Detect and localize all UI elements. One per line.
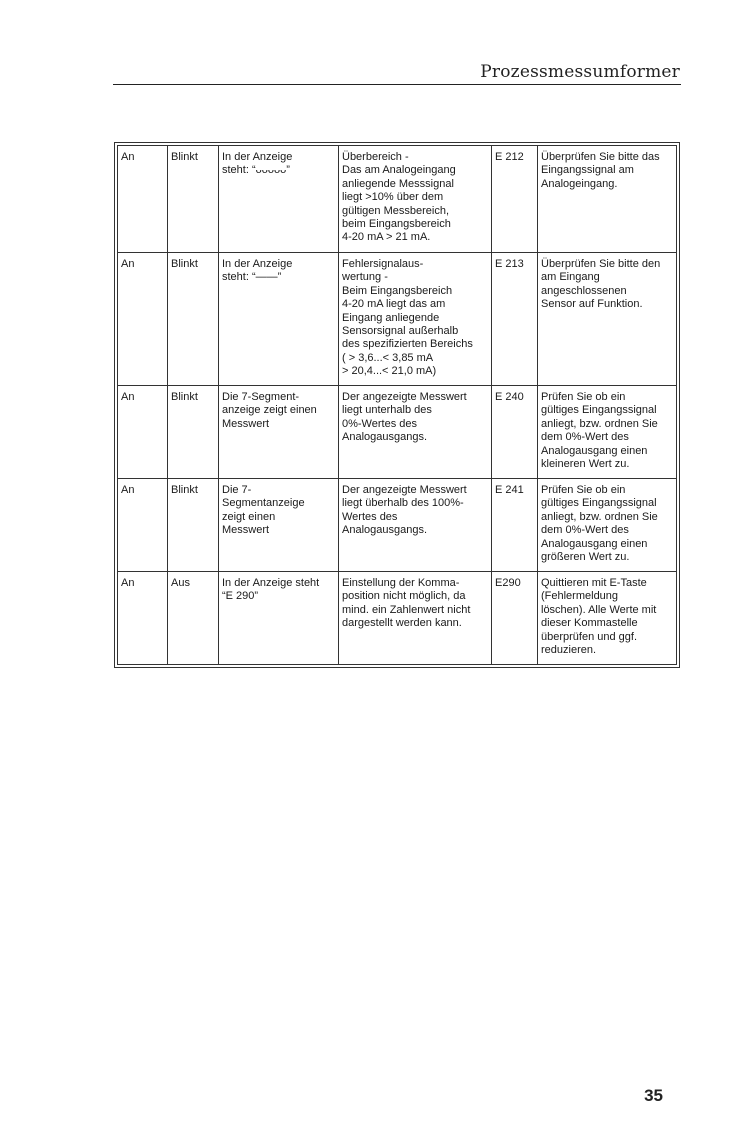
table-row <box>118 386 677 479</box>
cell-remedy <box>538 479 677 572</box>
cell-cause <box>339 479 492 572</box>
header-rule <box>113 84 681 85</box>
cell-line: An <box>121 151 135 163</box>
cell-remedy <box>538 253 677 386</box>
cell-remedy <box>538 146 677 253</box>
cell-line: 0%-Wertes des <box>342 417 417 430</box>
cell-error-code <box>492 479 538 572</box>
cell-error-code <box>492 253 538 386</box>
cell-line: 4-20 mA > 21 mA. <box>342 231 431 244</box>
cell-line: gültiges Eingangssignal <box>541 497 657 510</box>
cell-line: Prüfen Sie ob ein <box>541 391 626 403</box>
cell-line: Analogausgang einen <box>541 444 648 457</box>
cell-line: An <box>121 577 135 589</box>
cell-line: E 240 <box>495 391 524 403</box>
cell-line: anliegt, bzw. ordnen Sie <box>541 417 658 430</box>
cell-line: 4-20 mA liegt das am <box>342 298 446 311</box>
cell-display <box>219 479 339 572</box>
cell-line: Blinkt <box>171 484 198 496</box>
cell-line: angeschlossenen <box>541 284 627 297</box>
cell-line: In der Anzeige steht <box>222 577 320 589</box>
cell-status-2 <box>168 146 219 253</box>
cell-error-code <box>492 146 538 253</box>
table-row <box>118 479 677 572</box>
table-row <box>118 253 677 386</box>
cell-line: “E 290” <box>222 590 259 603</box>
cell-status-1 <box>118 146 168 253</box>
cell-line: Analogausgang einen <box>541 537 648 550</box>
cell-line: am Eingang <box>541 271 600 284</box>
cell-cause <box>339 386 492 479</box>
cell-line: liegt >10% über dem <box>342 191 444 204</box>
cell-cause <box>339 253 492 386</box>
cell-display <box>219 572 339 665</box>
cell-status-2 <box>168 386 219 479</box>
cell-cause <box>339 146 492 253</box>
cell-line: Eingangssignal am <box>541 164 634 177</box>
cell-line: liegt überhalb des 100%- <box>342 497 464 510</box>
cell-display <box>219 253 339 386</box>
cell-line: steht: “——” <box>222 271 282 284</box>
cell-line: Analogeingang. <box>541 177 618 190</box>
cell-line: Blinkt <box>171 391 198 403</box>
error-table <box>117 145 677 665</box>
cell-line: Messwert <box>222 524 270 537</box>
cell-status-2 <box>168 253 219 386</box>
cell-line: Analogausgangs. <box>342 524 428 537</box>
cell-line: An <box>121 258 135 270</box>
cell-line: Überbereich - <box>342 151 409 163</box>
table-row <box>118 572 677 665</box>
cell-line: position nicht möglich, da <box>342 590 466 603</box>
error-table-body <box>118 146 677 665</box>
cell-line: dem 0%-Wert des <box>541 431 629 444</box>
cell-status-2 <box>168 479 219 572</box>
cell-display <box>219 146 339 253</box>
cell-line: Blinkt <box>171 151 198 163</box>
cell-line: Beim Eingangsbereich <box>342 284 453 297</box>
cell-status-2 <box>168 572 219 665</box>
cell-line: reduzieren. <box>541 644 597 657</box>
cell-error-code <box>492 386 538 479</box>
cell-line: wertung - <box>342 271 388 284</box>
cell-line: mind. ein Zahlenwert nicht <box>342 603 471 616</box>
cell-line: gültiges Eingangssignal <box>541 404 657 417</box>
cell-line: ( > 3,6...< 3,85 mA <box>342 351 434 364</box>
cell-line: gültigen Messbereich, <box>342 204 450 217</box>
cell-line: Sensor auf Funktion. <box>541 298 643 311</box>
cell-line: Prüfen Sie ob ein <box>541 484 626 496</box>
cell-line: Sensorsignal außerhalb <box>342 325 459 338</box>
cell-line: Überprüfen Sie bitte das <box>541 151 660 163</box>
cell-line: beim Eingangsbereich <box>342 218 451 231</box>
cell-remedy <box>538 572 677 665</box>
cell-line: überprüfen und ggf. <box>541 630 638 643</box>
cell-line: E 212 <box>495 151 524 163</box>
cell-line: An <box>121 484 135 496</box>
cell-line: Wertes des <box>342 510 398 523</box>
running-header-title: Prozessmessumformer <box>480 62 680 82</box>
cell-line: Messwert <box>222 417 270 430</box>
cell-line: Fehlersignalaus- <box>342 258 424 270</box>
cell-line: Überprüfen Sie bitte den <box>541 258 661 270</box>
cell-line: An <box>121 391 135 403</box>
cell-line: löschen). Alle Werte mit <box>541 603 657 616</box>
cell-line: anzeige zeigt einen <box>222 404 317 417</box>
cell-line: Eingang anliegende <box>342 311 440 324</box>
cell-line: des spezifizierten Bereichs <box>342 338 473 351</box>
page-number: 35 <box>644 1086 663 1105</box>
cell-line: Blinkt <box>171 258 198 270</box>
cell-line: Analogausgangs. <box>342 431 428 444</box>
cell-cause <box>339 572 492 665</box>
cell-line: In der Anzeige <box>222 258 293 270</box>
cell-line: Aus <box>171 577 190 589</box>
cell-line: anliegt, bzw. ordnen Sie <box>541 510 658 523</box>
cell-remedy <box>538 386 677 479</box>
cell-line: dieser Kommastelle <box>541 617 638 630</box>
cell-line: Der angezeigte Messwert <box>342 391 467 403</box>
cell-display <box>219 386 339 479</box>
cell-status-1 <box>118 572 168 665</box>
cell-line: Die 7-Segment- <box>222 391 300 403</box>
cell-status-1 <box>118 479 168 572</box>
cell-line: liegt unterhalb des <box>342 404 432 417</box>
cell-error-code <box>492 572 538 665</box>
cell-line: anliegende Messsignal <box>342 177 454 190</box>
cell-line: kleineren Wert zu. <box>541 458 630 471</box>
cell-line: Quittieren mit E-Taste <box>541 577 647 589</box>
cell-line: zeigt einen <box>222 510 276 523</box>
cell-line: Einstellung der Komma- <box>342 577 460 589</box>
cell-line: dem 0%-Wert des <box>541 524 629 537</box>
cell-line: dargestellt werden kann. <box>342 617 462 630</box>
cell-line: Der angezeigte Messwert <box>342 484 467 496</box>
cell-line: In der Anzeige <box>222 151 293 163</box>
cell-line: Die 7- <box>222 484 252 496</box>
cell-line: Das am Analogeingang <box>342 164 456 177</box>
cell-line: E 213 <box>495 258 524 270</box>
error-table-frame <box>114 142 680 668</box>
cell-status-1 <box>118 386 168 479</box>
cell-line: Segmentanzeige <box>222 497 305 510</box>
cell-line: > 20,4...< 21,0 mA) <box>342 365 437 378</box>
cell-status-1 <box>118 253 168 386</box>
cell-line: (Fehlermeldung <box>541 590 619 603</box>
cell-line: steht: “ᴗᴗᴗᴗᴗ” <box>222 164 290 177</box>
cell-line: E290 <box>495 577 521 589</box>
table-row <box>118 146 677 253</box>
cell-line: größeren Wert zu. <box>541 551 630 564</box>
cell-line: E 241 <box>495 484 524 496</box>
